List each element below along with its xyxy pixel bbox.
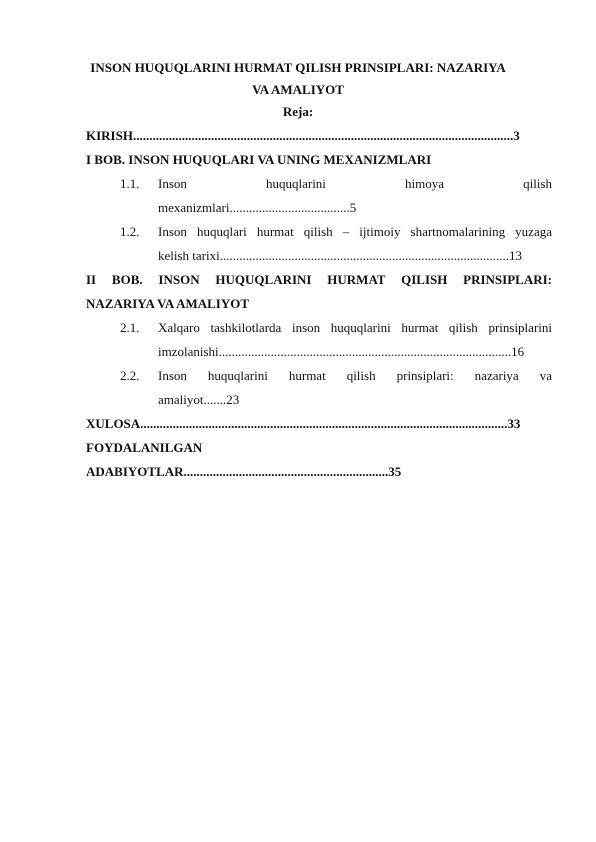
toc-kirish: KIRISH.....................................................................................................................3 (86, 128, 520, 143)
toc-chapter-1: I BOB. INSON HUQUQLARI VA UNING MEXANIZMLARI (86, 152, 432, 167)
title-line-1: INSON HUQUQLARINI HURMAT QILISH PRINSIPLARI: NAZARIYA (90, 60, 506, 75)
title-line-2: VA AMALIYOT (252, 82, 344, 97)
toc-section-1-2-number: 1.2. (120, 224, 140, 239)
toc-section-2-2-title: Inson huquqlarini hurmat qilish prinsiplari: nazariya va (158, 368, 552, 383)
toc-section-2-1-title: Xalqaro tashkilotlarda inson huquqlarini hurmat qilish prinsiplarini (158, 320, 552, 335)
reja-heading: Reja: (282, 104, 314, 119)
toc-section-2-1-page: imzolanishi..........................................................................................16 (158, 344, 525, 359)
toc-foydalanilgan: FOYDALANILGAN (86, 440, 203, 455)
toc-xulosa: XULOSA.................................................................................................................33 (86, 416, 521, 431)
toc-section-1-1-number: 1.1. (120, 176, 140, 191)
toc-section-2-2-number: 2.2. (120, 368, 140, 383)
toc-adabiyotlar: ADABIYOTLAR...............................................................35 (86, 464, 402, 479)
toc-chapter-2-line-1: II BOB. INSON HUQUQLARINI HURMAT QILISH PRINSIPLARI: (86, 272, 552, 287)
toc-section-2-2-page: amaliyot.......23 (158, 392, 240, 407)
toc-section-1-1-title: Inson huquqlarini himoya qilish (158, 176, 552, 191)
toc-section-2-1-number: 2.1. (120, 320, 140, 335)
toc-section-1-2-page: kelish tarixi.........................................................................................13 (158, 248, 522, 263)
toc-chapter-2-line-2: NAZARIYA VA AMALIYOT (86, 296, 250, 311)
toc-section-1-1-page: mexanizmlari.....................................5 (158, 200, 357, 215)
toc-section-1-2-title: Inson huquqlari hurmat qilish – ijtimoiy shartnomalarining yuzaga (158, 224, 552, 239)
